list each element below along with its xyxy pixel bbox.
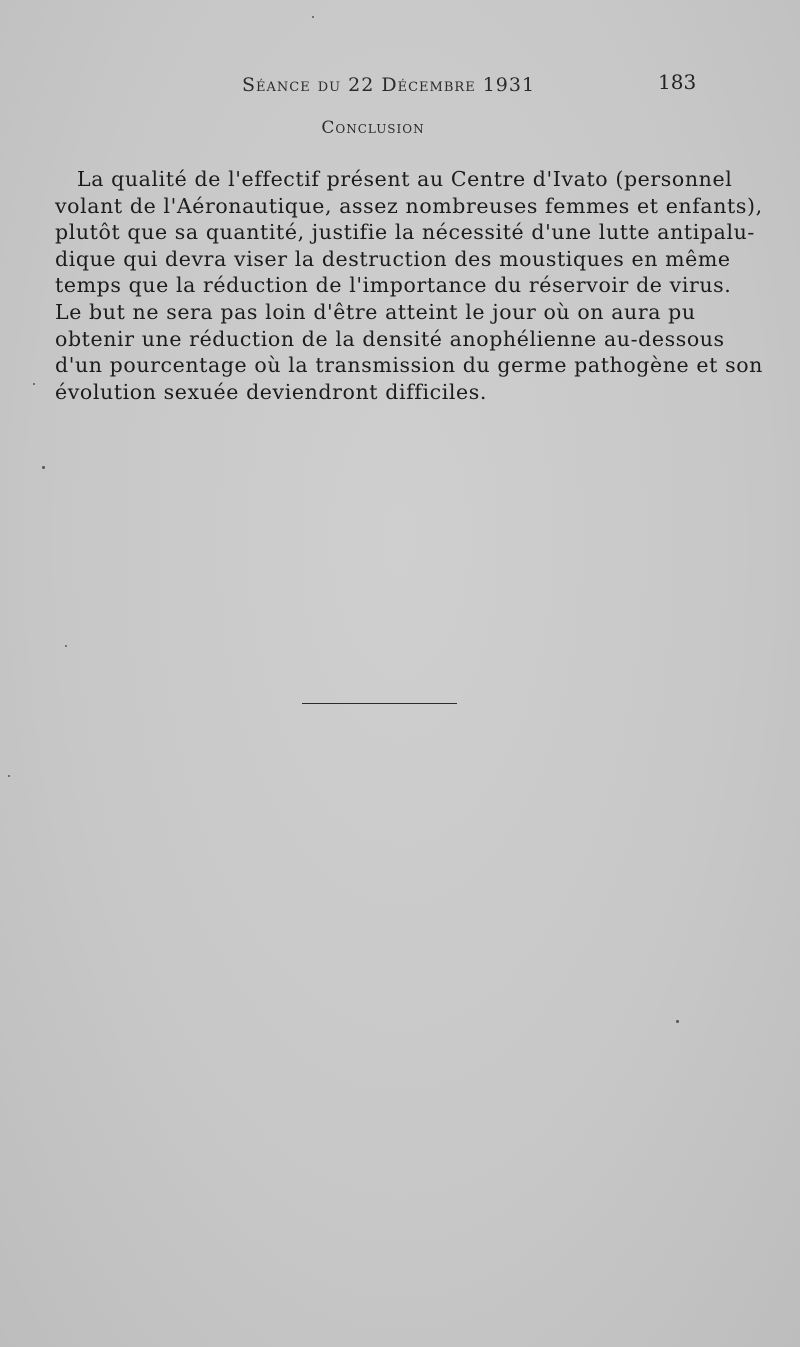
conclusion-paragraph [55, 166, 763, 405]
paper-speck [33, 383, 35, 385]
paragraph-line: plutôt que sa quantité, justifie la nécessité d'une lutte antipalu- [55, 220, 755, 245]
paper-speck [676, 1020, 679, 1023]
paragraph-line: Le but ne sera pas loin d'être atteint le jour où on aura pu [55, 299, 696, 324]
paragraph-line: évolution sexuée deviendront difficiles. [55, 379, 487, 404]
section-heading: Conclusion [321, 118, 425, 138]
paper-speck [65, 645, 67, 647]
paragraph-line: temps que la réduction de l'importance du réservoir de virus. [55, 273, 732, 298]
paper-speck [312, 16, 314, 18]
paper-speck [8, 775, 10, 777]
paper-speck [42, 466, 45, 469]
running-head [0, 70, 800, 100]
paragraph-line: d'un pourcentage où la transmission du germe pathogène et son [55, 353, 763, 378]
page-number: 183 [658, 70, 697, 94]
paragraph-line: volant de l'Aéronautique, assez nombreuses femmes et enfants), [55, 193, 763, 218]
paragraph-line: dique qui devra viser la destruction des moustiques en même [55, 246, 731, 271]
end-rule [302, 703, 457, 704]
paragraph-line: obtenir une réduction de la densité anophélienne au-dessous [55, 326, 725, 351]
paragraph-line: La qualité de l'effectif présent au Centre d'Ivato (personnel [77, 167, 733, 191]
running-title: Séance du 22 Décembre 1931 [242, 74, 536, 96]
